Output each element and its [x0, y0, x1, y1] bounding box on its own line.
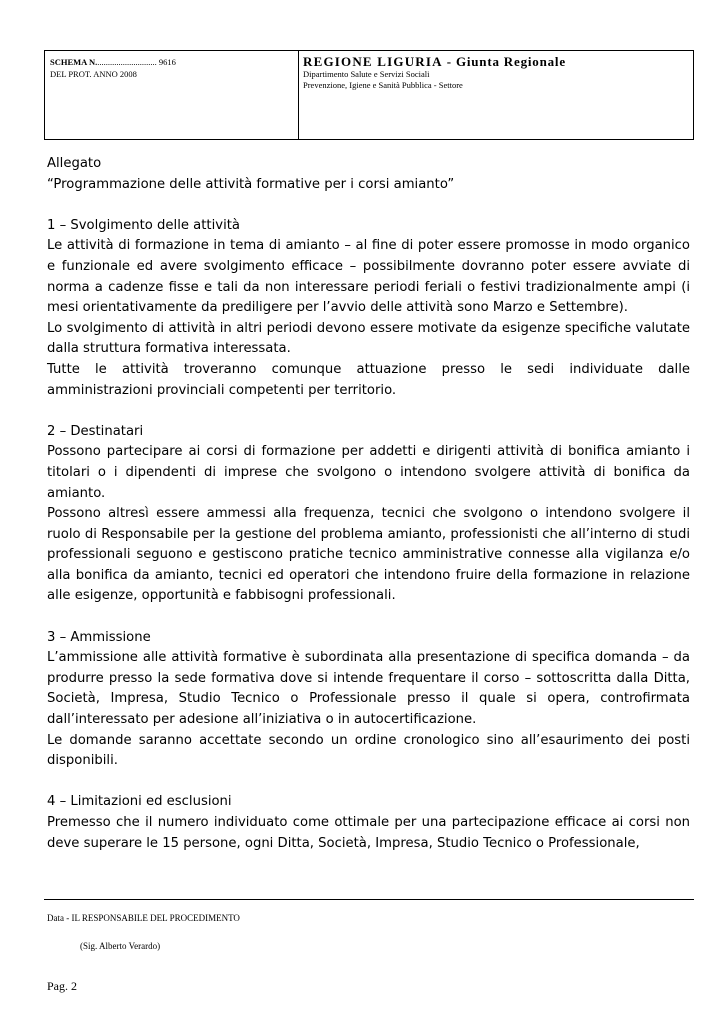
section-2-paragraph-2: Possono altresì essere ammessi alla frequenza, tecnici che svolgono o intendono svolgere il ruolo di Responsabile per la gestione del problema amianto, professionisti che all’interno di studi professionali seguono e gestiscono pratiche tecnico amministrative connesse alla vigilanza e/o alla bonifica da amianto, tecnici ed operatori che intendono fruire della formazione in relazione alle esigenze, opportunità e fabbisogni professionali.	[47, 506, 690, 604]
section-1-title: 1 – Svolgimento delle attività	[47, 217, 240, 233]
section-2-paragraph-1: Possono partecipare ai corsi di formazione per addetti e dirigenti attività di bonifica amianto i titolari o i dipendenti di imprese che svolgono o intendono svolgere attività di bonifica da amianto.	[47, 444, 690, 501]
document-title: “Programmazione delle attività formative per i corsi amianto”	[47, 176, 455, 192]
section-3-paragraph-2: Le domande saranno accettate secondo un ordine cronologico sino all’esaurimento dei posti disponibili.	[47, 732, 690, 769]
schema-label: SCHEMA N.	[50, 57, 98, 67]
schema-dots: ............................	[97, 57, 157, 67]
document-body	[47, 154, 690, 854]
prot-line: DEL PROT. ANNO 2008	[50, 69, 137, 79]
section-3-title: 3 – Ammissione	[47, 629, 151, 645]
section-2-title: 2 – Destinatari	[47, 423, 144, 439]
section-1-paragraph-3: Tutte le attività troveranno comunque attuazione presso le sedi individuate dalle amministrazioni provinciali competenti per territorio.	[47, 361, 690, 398]
region-cell	[299, 51, 693, 139]
page-number: Pag. 2	[47, 979, 77, 993]
document-header	[44, 50, 694, 140]
section-3-paragraph-1: L’ammissione alle attività formative è subordinata alla presentazione di specifica domanda – da produrre presso la sede formativa dove si intende frequentare il corso – sottoscritta dalla Ditta, Società, Impresa, Studio Tecnico o Professionale presso il quale si opera, controfirmata dall’interessato per adesione all’iniziativa o in autocertificazione.	[47, 650, 690, 728]
section-1-paragraph-2: Lo svolgimento di attività in altri periodi devono essere motivate da esigenze specifiche valutate dalla struttura formativa interessata.	[47, 320, 690, 357]
section-4-paragraph-1: Premesso che il numero individuato come ottimale per una partecipazione efficace ai corsi non deve superare le 15 persone, ogni Ditta, Società, Impresa, Studio Tecnico o Professionale,	[47, 815, 690, 851]
region-name: REGIONE LIGURIA	[303, 54, 443, 69]
schema-number: 9616	[158, 57, 176, 67]
responsabile-label: Data - IL RESPONSABILE DEL PROCEDIMENTO	[47, 913, 240, 923]
schema-line	[50, 56, 298, 68]
giunta-label: - Giunta Regionale	[442, 54, 566, 69]
footer-divider	[44, 899, 694, 900]
signatory-name: (Sig. Alberto Verardo)	[80, 941, 161, 951]
region-title	[303, 54, 693, 69]
section-1-paragraph-1: Le attività di formazione in tema di amianto – al fine di poter essere promosse in modo organico e funzionale ed avere svolgimento efficace – possibilmente dovranno poter essere avviate di norma a cadenze fisse e tali da non interessare periodi feriali o festivi tradizionalmente ampi (i mesi orientativamente da prediligere per l’avvio delle attività sono Marzo e Settembre).	[47, 238, 690, 316]
allegato-label: Allegato	[47, 156, 102, 171]
section-4-title: 4 – Limitazioni ed esclusioni	[47, 794, 232, 810]
sector-line: Prevenzione, Igiene e Sanità Pubblica - Settore	[303, 79, 463, 90]
department-line: Dipartimento Salute e Servizi Sociali	[303, 69, 430, 79]
schema-cell	[45, 51, 299, 139]
